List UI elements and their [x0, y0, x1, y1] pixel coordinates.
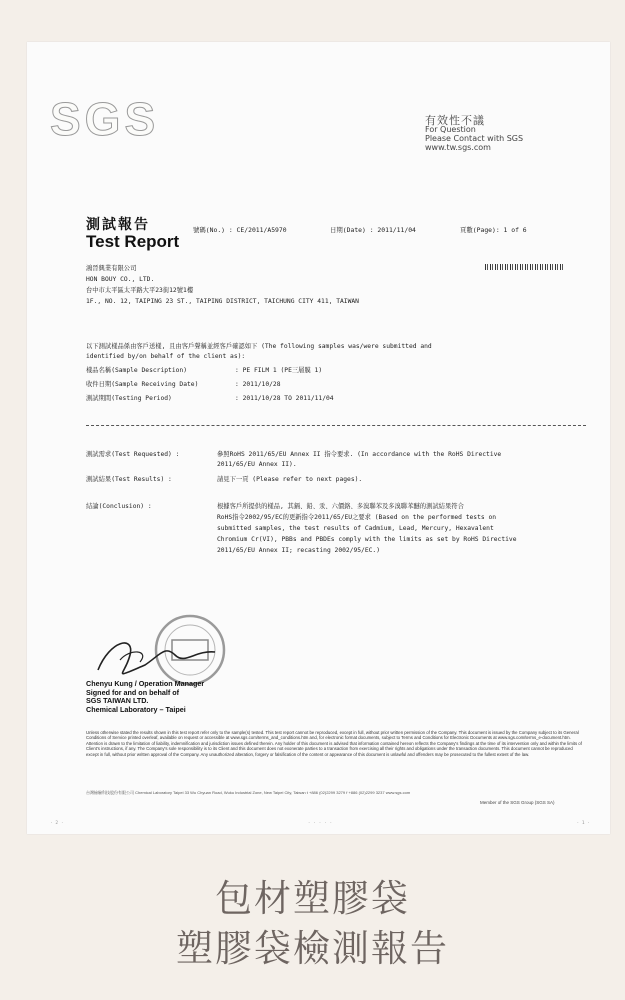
caption-line-2: 塑膠袋檢測報告 [176, 927, 449, 970]
lab-address: 台灣檢驗科技股份有限公司 Chemical Laboratory Taipei 33 Wu Chyuan Road, Wuku Industrial Zone, New Taipei City, Taiwan t +886 (02)2299 3279 f +886 (02)2299 3237 www.sgs.com [86, 790, 411, 795]
signature-block [86, 680, 204, 714]
sgs-logo: SGS [50, 93, 160, 145]
report-date: 日期(Date) : 2011/11/04 [330, 226, 416, 234]
scanned-document [27, 42, 610, 834]
signatory-name: Chenyu Kung / Operation Manager [86, 679, 205, 688]
test-requested-label: 測試需求(Test Requested) : [86, 451, 180, 458]
client-name-en: HON BOUY CO., LTD. [86, 276, 155, 283]
client-address-en: 1F., NO. 12, TAIPING 23 ST., TAIPING DISTRICT, TAICHUNG CITY 411, TAIWAN [86, 298, 359, 305]
conclusion-line-3: submitted samples, the test results of Cadmium, Lead, Mercury, Hexavalent [217, 525, 494, 532]
conclusion-label: 結論(Conclusion) : [86, 503, 152, 510]
barcode [485, 264, 565, 270]
validity-notice [425, 116, 585, 152]
report-title-zh: 測試報告 [86, 217, 150, 233]
caption-line-1: 包材塑膠袋 [215, 877, 410, 920]
sample-receiving-date-label: 收件日期(Sample Receiving Date) [86, 381, 199, 388]
test-results-value: 請見下一頁 (Please refer to next pages). [217, 476, 363, 483]
report-page: 頁數(Page): 1 of 6 [460, 226, 527, 234]
test-requested-line-1: 參照RoHS 2011/65/EU Annex II 指令要求. (In accordance with the RoHS Directive [217, 451, 502, 458]
test-results-label: 測試結果(Test Results) : [86, 476, 172, 483]
conclusion-line-1: 根據客戶所提供的樣品, 其鎘、鉛、汞、六價鉻、多溴聯苯及多溴聯苯醚的測試結果符合 [217, 503, 464, 510]
validity-question-line: For Question [425, 125, 476, 134]
scan-edge-strip [50, 821, 590, 827]
signatory-lab: Chemical Laboratory – Taipei [86, 704, 186, 714]
legal-fine-print: Unless otherwise stated the results shown in this test report refer only to the sample(s) tested. This test report cannot be reproduced, except in full, without prior written permission of the Company. This document is issued by the Company subject to its General Conditions of Service printed overleaf, available on request or accessible at www.sgs.com/terms_and_conditions.htm and, for electronic format documents, subject to Terms and Conditions for Electronic Documents at www.sgs.com/terms_e-document.htm. Attention is drawn to the limitation of liability, indemnification and jurisdiction issues defined therein. Any holder of this document is advised that information contained hereon reflects the Company's findings at the time of its intervention only and within the limits of Client's instructions, if any. The Company's sole responsibility is to its Client and this document does not exonerate parties to a transaction from exercising all their rights and obligations under the transaction documents. This document cannot be reproduced except in full, without prior written approval of the Company. Any unauthorized alteration, forgery or falsification of the content or appearance of this document is unlawful and offenders may be prosecuted to the fullest extent of the law. [86, 730, 582, 757]
client-name-zh: 鴻晉興業有限公司 [86, 265, 137, 272]
validity-seal-text: 有效性不議 [425, 114, 485, 127]
signatory-company: SGS TAIWAN LTD. [86, 696, 149, 706]
testing-period-value: : 2011/10/28 TO 2011/11/04 [235, 395, 334, 402]
validity-contact-line: Please Contact with SGS [425, 134, 524, 143]
conclusion-line-5: 2011/65/EU Annex II; recasting 2002/95/EC.) [217, 547, 381, 554]
scan-edge-mark-right: · 1 · [576, 821, 590, 826]
conclusion-line-2: RoHS指令2002/95/EC的更新指令2011/65/EU之要求 (Based on the performed tests on [217, 514, 497, 521]
test-requested-line-2: 2011/65/EU Annex II). [217, 461, 297, 468]
scan-edge-mark-left: · 2 · [50, 821, 64, 826]
section-divider [86, 425, 586, 426]
validity-website: www.tw.sgs.com [425, 143, 491, 152]
intro-line-2: identified by/on behalf of the client as): [86, 353, 246, 360]
report-number: 號碼(No.) : CE/2011/A5970 [193, 226, 287, 234]
sample-description-value: : PE FILM 1 (PE三層膜 1) [235, 367, 323, 374]
client-address-zh: 台中市太平區太平路大平23街12號1樓 [86, 287, 194, 294]
sample-receiving-date-value: : 2011/10/28 [235, 381, 281, 388]
conclusion-line-4: Chromium Cr(VI), PBBs and PBDEs comply with the limits as set by RoHS Directive [217, 536, 517, 543]
signed-on-behalf: Signed for and on behalf of [86, 687, 180, 697]
sgs-group-member: Member of the SGS Group (SGS SA) [480, 800, 555, 805]
intro-line-1: 以下測試樣品係由客戶送樣, 且由客戶聲稱並經客戶確認如下 (The following samples was/were submitted and [86, 343, 432, 350]
scan-edge-mark-center: · · · · · [307, 821, 333, 826]
sample-description-label: 樣品名稱(Sample Description) [86, 367, 188, 374]
signature-and-seal-stamp [90, 610, 230, 690]
report-title-en: Test Report [86, 232, 180, 251]
testing-period-label: 測試期間(Testing Period) [86, 395, 172, 402]
